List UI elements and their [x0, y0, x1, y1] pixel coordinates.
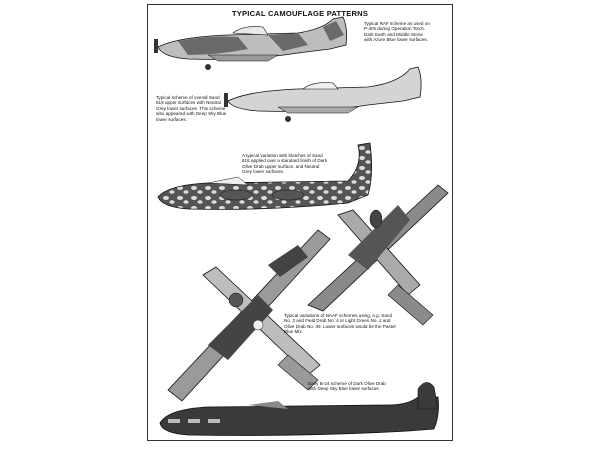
p40-raf-illustration — [154, 17, 347, 70]
p40-sand-illustration — [224, 67, 421, 122]
caption-p40-sand: Typical scheme of overall Sand 616 upper surfaces with Neutral Grey lower surfaces. This scheme also appeared with Deep Sky Blue lower surfaces. — [156, 95, 227, 122]
aircraft-illustrations — [148, 5, 453, 441]
caption-p40-raf: Typical RAF scheme as used on P-40s during Operation Torch. Dark Earth and Middle Stone with Azure Blue lower surfaces. — [364, 21, 430, 43]
caption-b24: Early B-24 scheme of Dark Olive Drab with Deep Sky Blue lower surfaces. — [308, 381, 386, 392]
caption-naaf: Typical variations of NAAF schemes using, e.g. Sand No. 3 and Field Drab No. 4 or Light Green No. 1 and Olive Drab No. 39. Lower surfaces would be the Pastel Blue Mix. — [284, 313, 396, 335]
b25-top-illustration — [308, 185, 448, 325]
caption-b25-blotch: A typical variation with blotches of Sand 616 applied over a standard finish of Dark Olive Drab upper surface, and Neutral Grey lower surfaces. — [242, 153, 328, 175]
page-title: TYPICAL CAMOUFLAGE PATTERNS — [231, 9, 369, 18]
document-page — [147, 4, 453, 441]
